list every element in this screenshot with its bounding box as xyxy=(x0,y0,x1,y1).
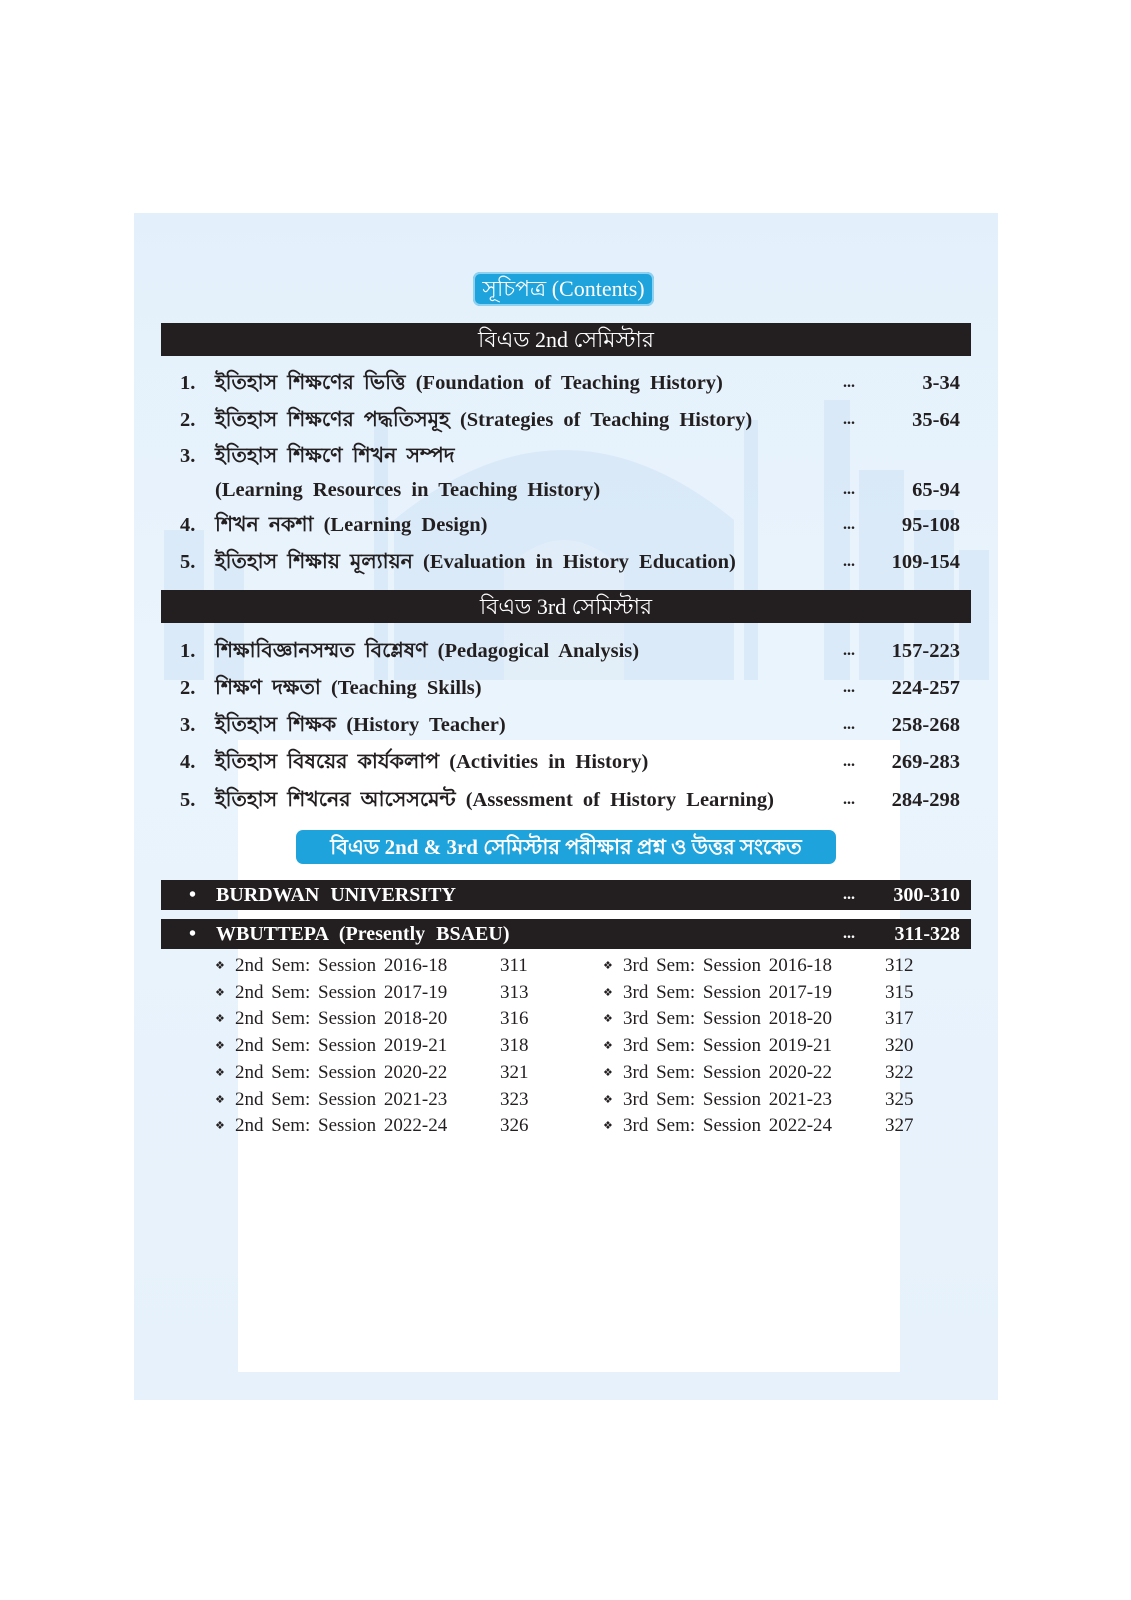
session-item[interactable] xyxy=(603,980,933,1006)
toc-number: 3. xyxy=(180,445,196,467)
session-label: 3rd Sem: Session 2021-23 xyxy=(623,1088,833,1110)
toc-leader: ... xyxy=(843,642,855,659)
session-item[interactable] xyxy=(215,1087,545,1113)
toc-number: 1. xyxy=(180,640,196,662)
toc-leader: ... xyxy=(843,886,855,903)
diamond-bullet-icon: ❖ xyxy=(215,1040,225,1053)
university-pages: 300-310 xyxy=(893,884,960,906)
session-page: 313 xyxy=(500,981,529,1003)
diamond-bullet-icon: ❖ xyxy=(215,960,225,972)
toc-leader: ... xyxy=(843,411,855,428)
toc-title: শিখন নকশা (Learning Design) xyxy=(215,514,488,536)
toc-row[interactable] xyxy=(180,509,960,541)
toc-leader: ... xyxy=(843,374,855,391)
university-bar-wbuttepa[interactable] xyxy=(161,919,971,949)
toc-pages: 284-298 xyxy=(891,789,960,811)
toc-title: ইতিহাস শিক্ষণে শিখন সম্পদ xyxy=(215,445,455,467)
toc-number: 4. xyxy=(180,751,196,773)
session-item[interactable] xyxy=(603,1087,933,1113)
toc-leader: ... xyxy=(843,553,855,570)
toc-number: 5. xyxy=(180,789,196,811)
session-label: 3rd Sem: Session 2016-18 xyxy=(623,955,833,976)
session-label: 3rd Sem: Session 2020-22 xyxy=(623,1061,833,1083)
toc-number: 2. xyxy=(180,409,196,431)
toc-number: 4. xyxy=(180,514,196,536)
session-page: 321 xyxy=(500,1061,529,1083)
toc-row[interactable] xyxy=(180,404,960,436)
toc-title: ইতিহাস শিক্ষণের ভিত্তি (Foundation of Teaching History) xyxy=(215,372,723,394)
session-page: 312 xyxy=(885,955,914,976)
session-page: 320 xyxy=(885,1035,914,1057)
session-item[interactable] xyxy=(215,1060,545,1086)
contents-title: সূচিপত্র (Contents) xyxy=(473,272,654,306)
toc-title: ইতিহাস শিক্ষায় মূল্যায়ন (Evaluation in History Education) xyxy=(215,551,736,573)
session-item[interactable] xyxy=(603,1006,933,1032)
toc-title: ইতিহাস বিষয়ের কার্যকলাপ (Activities in History) xyxy=(215,751,649,773)
toc-row[interactable] xyxy=(180,367,960,399)
diamond-bullet-icon: ❖ xyxy=(215,1066,225,1079)
session-item[interactable] xyxy=(215,953,545,979)
toc-row[interactable] xyxy=(180,635,960,667)
toc-leader: ... xyxy=(843,716,855,733)
toc-row[interactable] xyxy=(180,784,960,816)
diamond-bullet-icon: ❖ xyxy=(603,960,613,972)
toc-leader: ... xyxy=(843,481,855,498)
toc-title: ইতিহাস শিখনের আসেসমেন্ট (Assessment of History Learning) xyxy=(215,789,774,811)
session-page: 311 xyxy=(500,955,528,976)
sem2-heading: বিএড 2nd সেমিস্টার xyxy=(161,323,971,356)
session-item[interactable] xyxy=(215,1033,545,1059)
toc-leader: ... xyxy=(843,753,855,770)
qa-heading: বিএড 2nd & 3rd সেমিস্টার পরীক্ষার প্রশ্ন ও উত্তর সংকেত xyxy=(296,830,836,864)
bullet-icon: • xyxy=(189,923,197,945)
university-label: BURDWAN UNIVERSITY xyxy=(216,884,456,906)
session-item[interactable] xyxy=(603,1060,933,1086)
session-page: 315 xyxy=(885,981,914,1003)
toc-title: ইতিহাস শিক্ষক (History Teacher) xyxy=(215,714,506,736)
toc-number: 5. xyxy=(180,551,196,573)
diamond-bullet-icon: ❖ xyxy=(603,1066,613,1079)
university-label: WBUTTEPA (Presently BSAEU) xyxy=(216,923,510,945)
toc-leader: ... xyxy=(843,679,855,696)
session-label: 2nd Sem: Session 2021-23 xyxy=(235,1088,448,1110)
diamond-bullet-icon: ❖ xyxy=(215,986,225,999)
toc-row[interactable] xyxy=(180,746,960,778)
session-item[interactable] xyxy=(603,1113,933,1139)
university-pages: 311-328 xyxy=(894,923,960,945)
session-label: 2nd Sem: Session 2019-21 xyxy=(235,1035,448,1057)
toc-pages: 157-223 xyxy=(891,640,960,662)
session-label: 2nd Sem: Session 2020-22 xyxy=(235,1061,448,1083)
toc-number: 3. xyxy=(180,714,196,736)
toc-row[interactable] xyxy=(180,709,960,741)
toc-title-line2: (Learning Resources in Teaching History) xyxy=(215,479,601,501)
diamond-bullet-icon: ❖ xyxy=(603,1040,613,1053)
session-label: 2nd Sem: Session 2022-24 xyxy=(235,1115,448,1137)
toc-leader: ... xyxy=(843,791,855,808)
toc-pages: 95-108 xyxy=(901,514,960,536)
toc-pages: 35-64 xyxy=(912,409,960,431)
university-bar-burdwan[interactable] xyxy=(161,880,971,910)
toc-row[interactable] xyxy=(180,672,960,704)
bullet-icon: • xyxy=(189,884,197,906)
sem3-heading: বিএড 3rd সেমিস্টার xyxy=(161,590,971,623)
session-label: 2nd Sem: Session 2016-18 xyxy=(235,955,448,976)
session-item[interactable] xyxy=(603,953,933,979)
session-page: 323 xyxy=(500,1088,529,1110)
toc-leader: ... xyxy=(843,516,855,533)
session-page: 322 xyxy=(885,1061,914,1083)
session-page: 325 xyxy=(885,1088,914,1110)
session-item[interactable] xyxy=(603,1033,933,1059)
session-page: 327 xyxy=(885,1115,914,1137)
session-label: 3rd Sem: Session 2019-21 xyxy=(623,1035,833,1057)
diamond-bullet-icon: ❖ xyxy=(603,1093,613,1106)
session-label: 2nd Sem: Session 2017-19 xyxy=(235,981,448,1003)
diamond-bullet-icon: ❖ xyxy=(603,1013,613,1026)
session-label: 3rd Sem: Session 2017-19 xyxy=(623,981,833,1003)
session-item[interactable] xyxy=(215,1113,545,1139)
diamond-bullet-icon: ❖ xyxy=(603,1120,613,1133)
session-label: 3rd Sem: Session 2022-24 xyxy=(623,1115,833,1137)
toc-pages: 258-268 xyxy=(891,714,960,736)
session-page: 326 xyxy=(500,1115,529,1137)
toc-title: শিক্ষণ দক্ষতা (Teaching Skills) xyxy=(215,677,482,699)
toc-pages: 3-34 xyxy=(922,372,960,394)
session-page: 316 xyxy=(500,1008,529,1030)
session-page: 317 xyxy=(885,1008,914,1030)
toc-row[interactable] xyxy=(180,546,960,578)
diamond-bullet-icon: ❖ xyxy=(603,986,613,999)
toc-row[interactable] xyxy=(180,440,960,501)
session-item[interactable] xyxy=(215,980,545,1006)
toc-leader: ... xyxy=(843,925,855,942)
diamond-bullet-icon: ❖ xyxy=(215,1093,225,1106)
diamond-bullet-icon: ❖ xyxy=(215,1120,225,1133)
toc-pages: 224-257 xyxy=(891,677,960,699)
toc-title: শিক্ষাবিজ্ঞানসম্মত বিশ্লেষণ (Pedagogical Analysis) xyxy=(215,640,640,662)
toc-number: 2. xyxy=(180,677,196,699)
toc-title: ইতিহাস শিক্ষণের পদ্ধতিসমূহ (Strategies of Teaching History) xyxy=(215,409,753,431)
toc-pages: 269-283 xyxy=(891,751,960,773)
session-label: 3rd Sem: Session 2018-20 xyxy=(623,1008,833,1030)
toc-pages: 109-154 xyxy=(891,551,960,573)
session-item[interactable] xyxy=(215,1006,545,1032)
session-label: 2nd Sem: Session 2018-20 xyxy=(235,1008,448,1030)
session-page: 318 xyxy=(500,1035,529,1057)
toc-number: 1. xyxy=(180,372,196,394)
toc-pages: 65-94 xyxy=(912,479,960,501)
diamond-bullet-icon: ❖ xyxy=(215,1013,225,1026)
